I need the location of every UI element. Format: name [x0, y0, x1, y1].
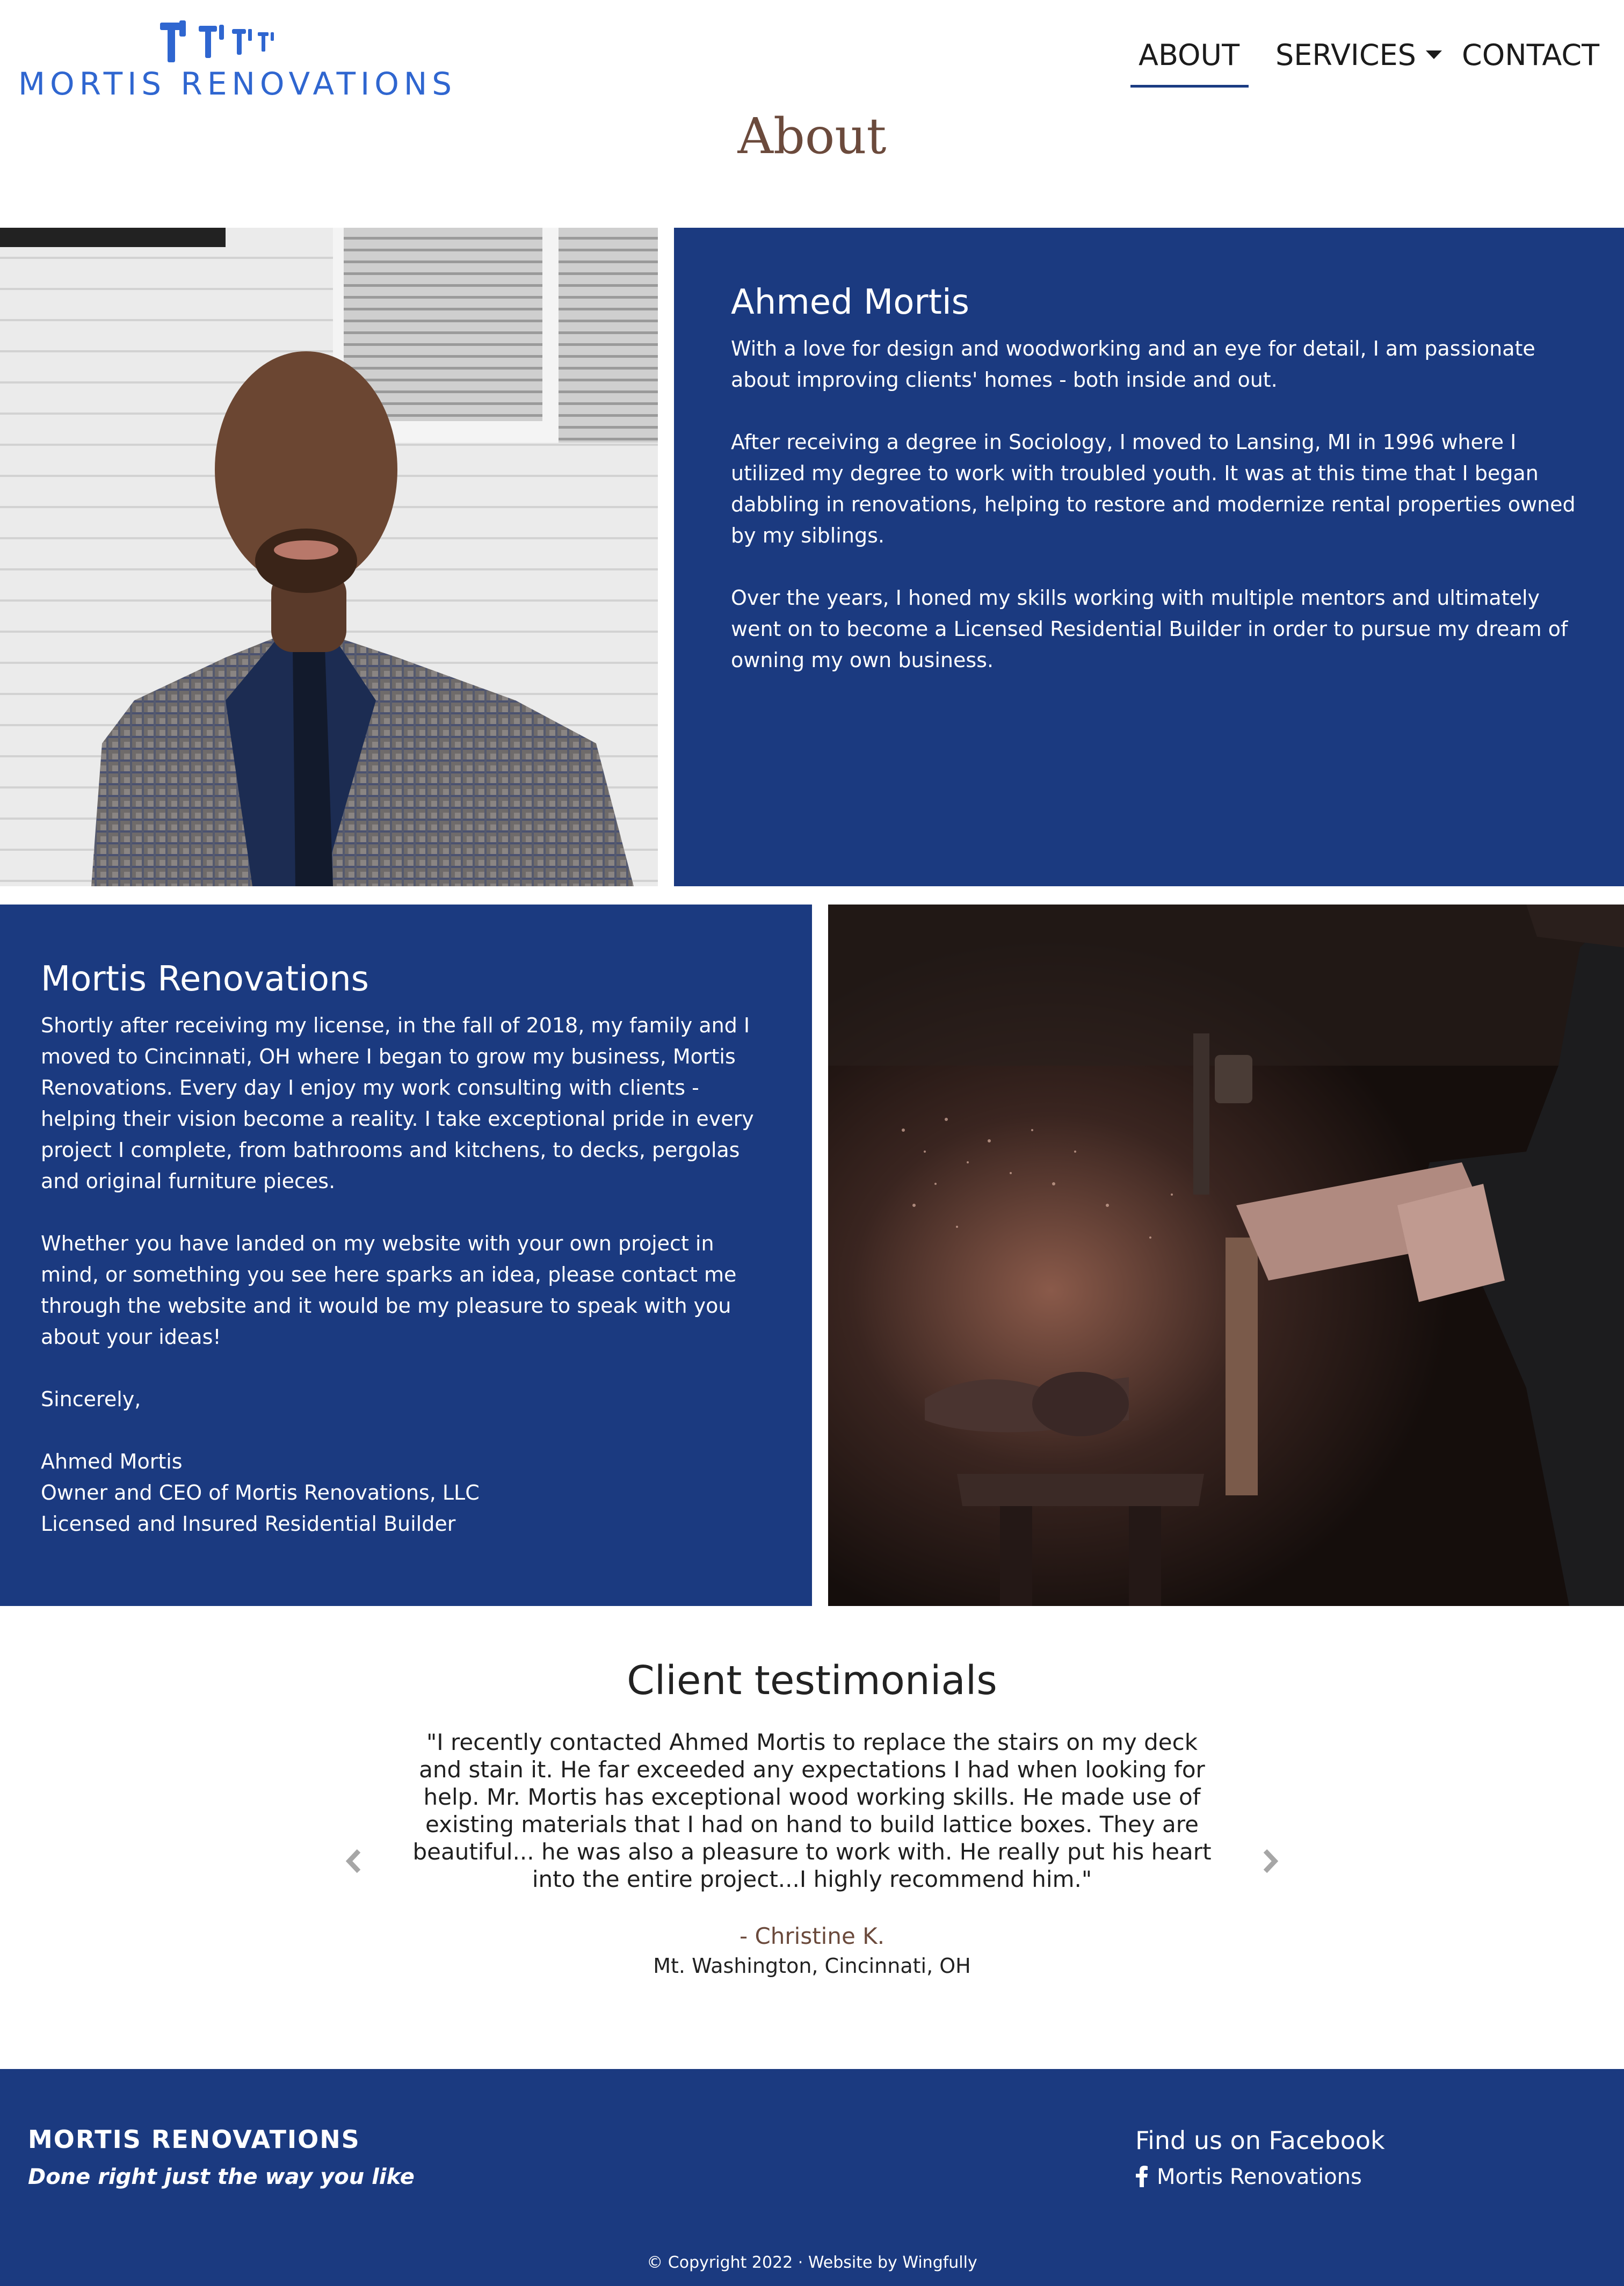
chevron-down-icon[interactable] — [1426, 50, 1442, 59]
site-footer — [0, 2069, 1624, 2286]
company-paragraph: Whether you have landed on my website with your own project in mind, or something you see here sparks an idea, please contact me through the website and it would be my pleasure to speak with you about your ideas! — [41, 1232, 737, 1349]
footer-copyright: © Copyright 2022 · Website by Wingfully — [647, 2253, 977, 2272]
bio-heading: Ahmed Mortis — [731, 283, 969, 322]
facebook-link[interactable] — [1135, 2165, 1362, 2189]
woodworking-photo — [828, 905, 1624, 1606]
company-paragraph: Shortly after receiving my license, in the fall of 2018, my family and I moved to Cincinnati, OH where I began to grow my business, Mortis Renovations. Every day I enjoy my work consulting with clients - helping their vision become a reality. I take exceptional pride in every project I complete, from bathrooms and kitchens, to decks, pergolas and original furniture pieces. — [41, 1014, 754, 1193]
chevron-right-icon[interactable] — [1259, 1848, 1280, 1875]
page-title: About — [737, 107, 887, 165]
nav-contact[interactable]: CONTACT — [1462, 38, 1600, 72]
company-paragraph: Sincerely, — [41, 1387, 141, 1411]
bio-panel — [674, 228, 1624, 886]
nav-services[interactable]: SERVICES — [1275, 38, 1416, 72]
company-panel — [0, 905, 812, 1606]
testimonial-location: Mt. Washington, Cincinnati, OH — [653, 1954, 971, 1978]
facebook-link-label: Mortis Renovations — [1157, 2165, 1362, 2189]
chevron-left-icon[interactable] — [344, 1848, 365, 1875]
testimonials-heading: Client testimonials — [627, 1658, 997, 1704]
tools-icon — [156, 20, 285, 63]
bio-text — [731, 333, 1579, 676]
nav-active-underline — [1130, 85, 1249, 88]
testimonial-quote: "I recently contacted Ahmed Mortis to replace the stairs on my deck and stain it. He far exceeded any expectations I had when looking for help. Mr. Mortis has exceptional wood working skills. He made use of existing materials that I had on hand to build lattice boxes. They are beautiful... he was also a pleasure to work with. He really put his heart into the entire project...I highly recommend him." — [412, 1729, 1212, 1892]
bio-paragraph: Over the years, I honed my skills working with multiple mentors and ultimately went on to become a Licensed Residential Builder in order to pursue my dream of owning my own business. — [731, 586, 1568, 672]
footer-facebook-title: Find us on Facebook — [1135, 2126, 1385, 2155]
signature-title: Owner and CEO of Mortis Renovations, LLC — [41, 1481, 480, 1504]
nav-about[interactable]: ABOUT — [1139, 38, 1240, 72]
bio-paragraph: With a love for design and woodworking and an eye for detail, I am passionate about improving clients' homes - both inside and out. — [731, 337, 1535, 392]
bio-paragraph: After receiving a degree in Sociology, I moved to Lansing, MI in 1996 where I utilized my degree to work with troubled youth. It was at this time that I began dabbling in renovations, helping to restore and modernize rental properties owned by my siblings. — [731, 430, 1576, 547]
logo-text: MORTIS RENOVATIONS — [18, 66, 457, 102]
footer-brand: MORTIS RENOVATIONS — [28, 2125, 360, 2154]
company-text — [41, 1010, 777, 1539]
portrait-photo — [0, 228, 658, 886]
signature-license: Licensed and Insured Residential Builder — [41, 1512, 456, 1536]
site-logo[interactable] — [16, 20, 457, 102]
footer-tagline: Done right just the way you like — [28, 2165, 415, 2189]
facebook-icon — [1135, 2166, 1148, 2187]
signature-name: Ahmed Mortis — [41, 1450, 183, 1473]
testimonial-author: - Christine K. — [739, 1923, 885, 1949]
company-heading: Mortis Renovations — [41, 959, 369, 999]
